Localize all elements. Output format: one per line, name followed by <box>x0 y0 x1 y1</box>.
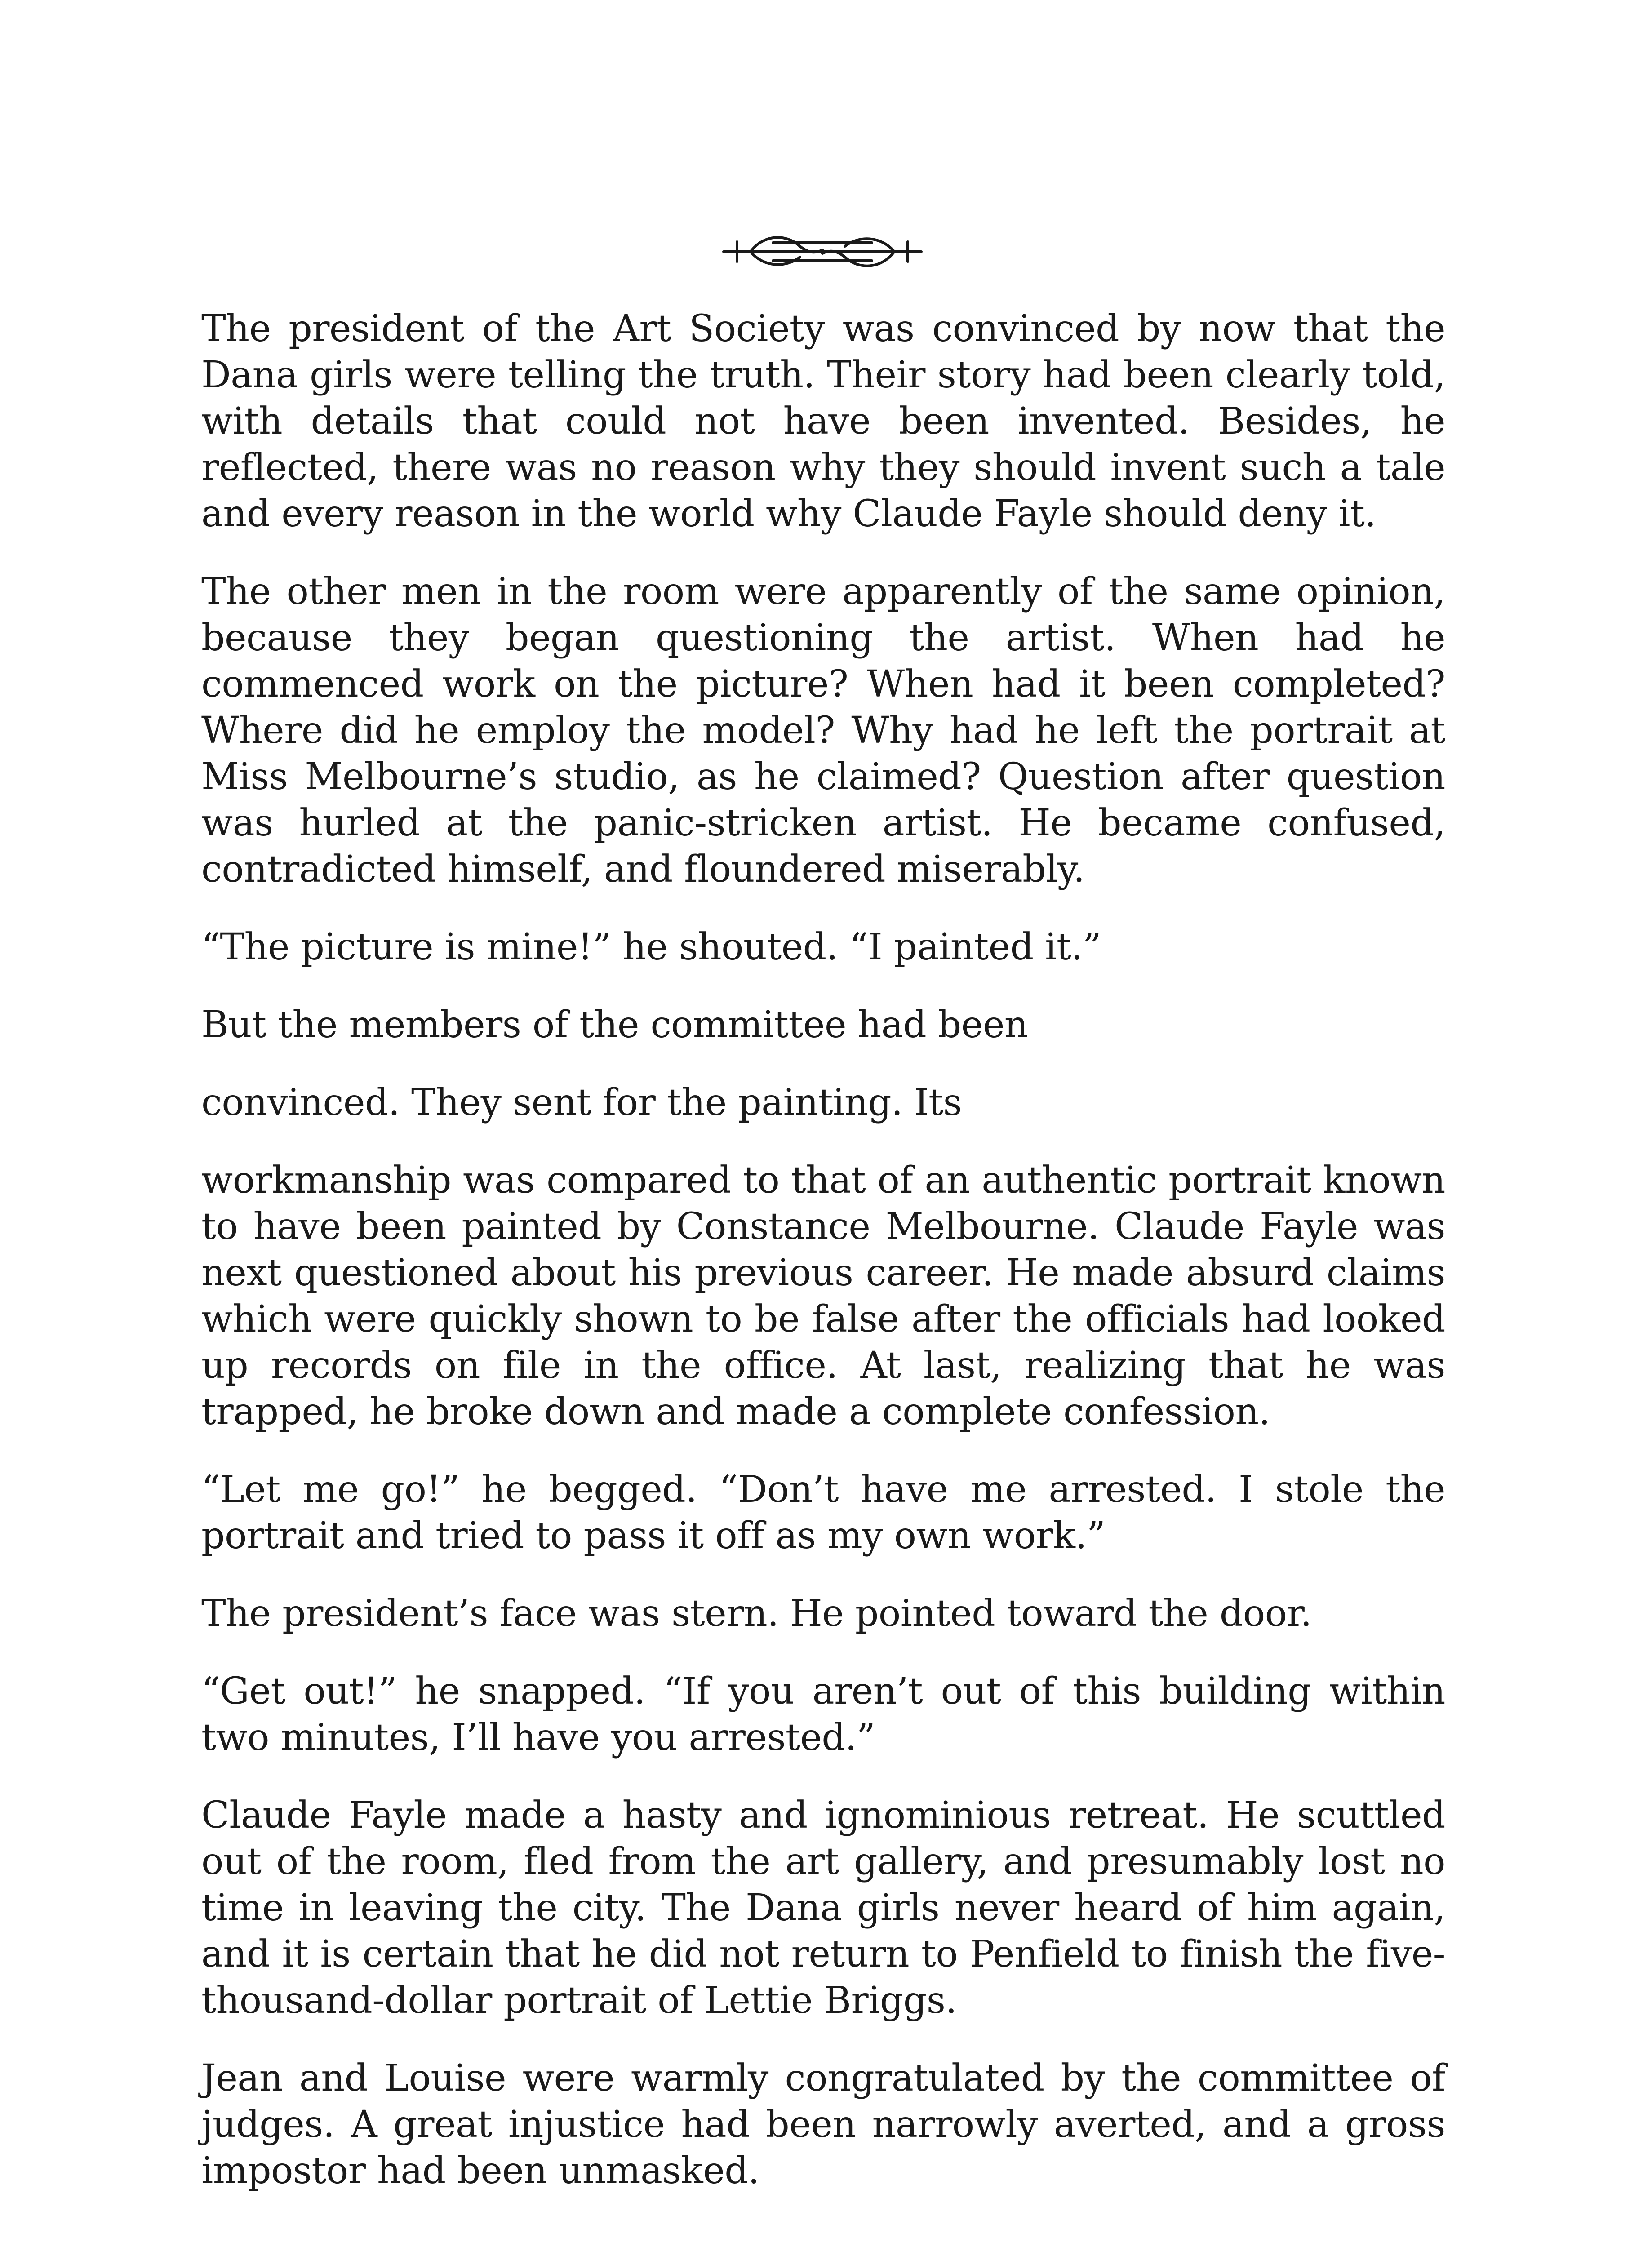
chapter-text <box>201 306 1445 2225</box>
paragraph: “Let me go!” he begged. “Don’t have me arrested. I stole the portrait and tried to pass it off as my own work.” <box>201 1468 1445 1557</box>
paragraph: workmanship was compared to that of an authentic portrait known to have been painted by Constance Melbourne. Claude Fayle was next questioned about his previous career. He made absurd claims which were quickly shown to be false after the officials had looked up records on file in the office. At last, realizing that he was trapped, he broke down and made a complete confession. <box>201 1159 1445 1433</box>
paragraph: “Get out!” he snapped. “If you aren’t out of this building within two minutes, I’ll have you arrested.” <box>201 1670 1445 1759</box>
paragraph: The other men in the room were apparently of the same opinion, because they began questioning the artist. When had he commenced work on the picture? When had it been completed? Where did he employ the model? Why had he left the portrait at Miss Melbourne’s studio, as he claimed? Question after question was hurled at the panic-stricken artist. He became confused, contradicted himself, and floundered miserably. <box>201 570 1445 891</box>
paragraph: convinced. They sent for the painting. Its <box>201 1081 962 1124</box>
paragraph: The president of the Art Society was convinced by now that the Dana girls were telling the truth. Their story had been clearly told, with details that could not have been invented. Besides, he reflected, there was no reason why they should invent such a tale and every reason in the world why Claude Fayle should deny it. <box>201 307 1445 535</box>
paragraph: Claude Fayle made a hasty and ignominious retreat. He scuttled out of the room, fled from the art gallery, and presumably lost no time in leaving the city. The Dana girls never heard of him again, and it is certain that he did not return to Penfield to finish the five-thousand-dollar portrait of Lettie Briggs. <box>201 1794 1445 2022</box>
paragraph: “The picture is mine!” he shouted. “I painted it.” <box>201 926 1101 968</box>
paragraph: But the members of the committee had been <box>201 1004 1028 1046</box>
paragraph: Jean and Louise were warmly congratulated by the committee of judges. A great injustice had been narrowly averted, and a gross impostor had been unmasked. <box>201 2057 1445 2192</box>
paragraph: The president’s face was stern. He pointed toward the door. <box>201 1592 1312 1635</box>
scroll-divider-icon <box>719 225 926 279</box>
